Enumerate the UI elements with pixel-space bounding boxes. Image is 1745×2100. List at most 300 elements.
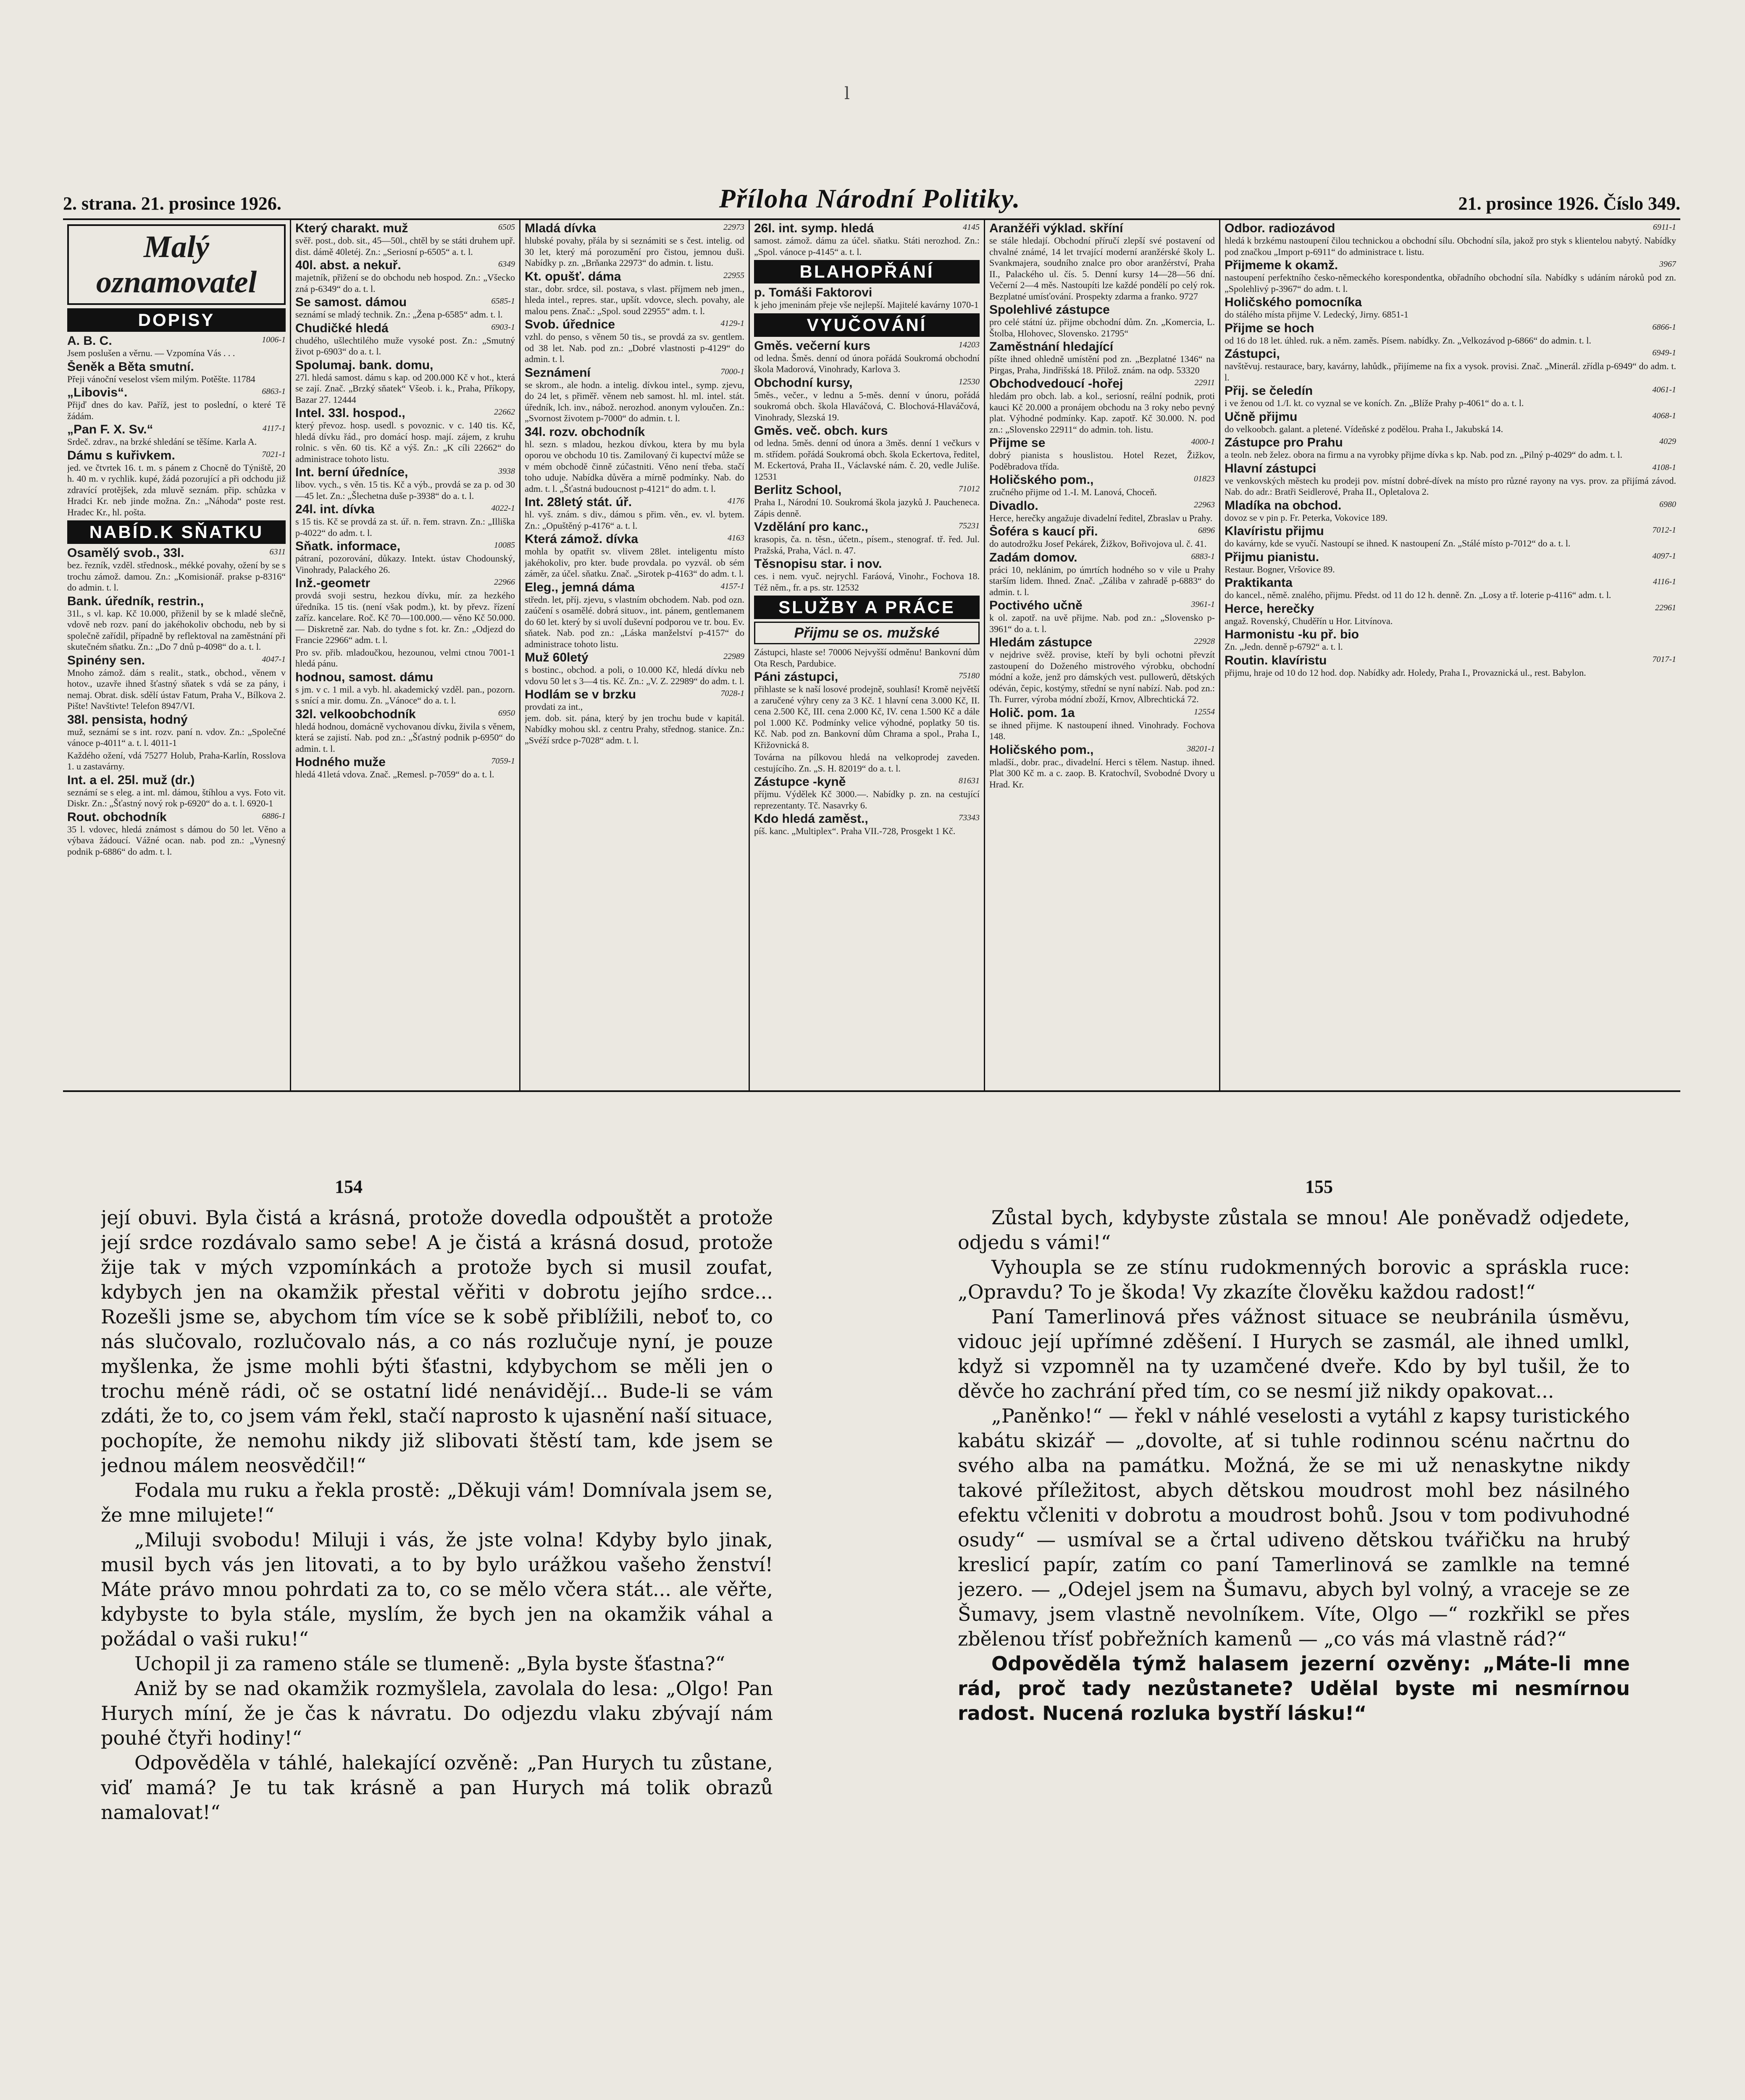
classified-ad: [989, 436, 1215, 472]
ad-code: 4061-1: [1652, 385, 1676, 394]
masthead: Malý oznamovatel: [67, 224, 286, 305]
ads-column-6: [1219, 220, 1680, 1090]
ad-text: Srdeč. zdrav., na brzké shledání se těšíme. Karla A.: [67, 436, 257, 447]
classified-ad: [989, 222, 1215, 302]
ad-heading: p. Tomáši Faktorovi: [754, 286, 872, 299]
ad-text: se ihned přijme. K nastoupení ihned. Vinohrady. Fochova 148.: [989, 719, 1215, 741]
classified-ad: [1225, 347, 1676, 383]
classified-ad: [67, 713, 286, 749]
ad-code: 6911-1: [1653, 223, 1676, 232]
header-issue: 21. prosince 1926. Číslo 349.: [1458, 193, 1680, 214]
classified-ad: [67, 334, 286, 359]
classified-ad: [525, 270, 744, 317]
ad-heading: Hodného muže: [295, 756, 386, 769]
ad-heading: Hledám zástupce: [989, 636, 1093, 649]
ad-text: samost. zámož. dámu za účel. sňatku. Státi nerozhod. Zn.: „Spol. vánoce p-4145“ a. t. l.: [754, 235, 980, 257]
ad-text: chudého, ušlechtilého muže vysoké post. Zn.: „Smutný život p-6903“ do a. t. l.: [295, 335, 515, 357]
classified-ad: [989, 499, 1215, 524]
page-number-left: 154: [335, 1176, 363, 1197]
ad-heading: Chudičké hledá: [295, 321, 389, 335]
story-paragraph: Odpověděla týmž halasem jezerní ozvěny: „Máte-li mne rád, proč tady nezůstanete? Udělal byste mi nesmírnou radost. Nucená rozluka bystří lásku!“: [958, 1652, 1630, 1725]
ad-heading: Routin. klavíristu: [1225, 654, 1327, 667]
ad-text: přijmu, hraje od 10 do 12 hod. dop. Nabídky adr. Holedy, Praha I., Provaznická ul., rest. Babylon.: [1225, 667, 1586, 678]
ad-heading: „Pan F. X. Sv.“: [67, 423, 153, 436]
ad-text: hlubské povahy, přála by si seznámiti se s čest. intelig. od 30 let, který má porozumění pro čistou, jemnou duši. Nabídky p. zn. „Brňanka 22973“ do admin. t. listu.: [525, 235, 744, 268]
ad-heading: Přijmeme k okamž.: [1225, 259, 1338, 272]
ad-text: hledá 41letá vdova. Znač. „Remesl. p-7059“ do a. t. l.: [295, 769, 494, 780]
ad-text: libov. vych., s věn. 15 tis. Kč a výb., provdá se za p. od 30—45 let. Zn.: „Šlechetna duše p-3938“ do a. t. l.: [295, 479, 515, 501]
ad-text: v nejdrive svěž. provise, kteří by byli ochotni převzít zastoupení do Doženého mistrového výrobku, obchodní módní a kože, jenž pro dámských vest. pullowerů, dětských odéván, čepic, kostýmy, střední se nyní nabízí. Nab. pod zn.: Th. Furrer, výroba módní zboží, Krnov, Albrechtická 72.: [989, 649, 1215, 704]
ad-text: přihlaste se k naší losové prodejně, souhlasí! Kromě největší a zaručené výhry ceny za 3 Kč. 1 hlavní cena 3.000 Kč, II. cena 2.500 Kč, III. cena 2.000 Kč, IV. cena 1.500 Kč a dále pol 1.000 Kč. Podmínky velice výhodné, poplatky 50 tis. Kč. Nab. pod zn. Bankovní dům Chrama a spol., Praha I., Křižovnická 8.: [754, 684, 980, 750]
classified-ad: [295, 322, 515, 357]
ad-code: 22961: [1655, 603, 1676, 612]
classified-ad: [989, 599, 1215, 635]
ad-heading: Odbor. radiozávod: [1225, 222, 1335, 235]
stray-mark: l: [844, 84, 850, 103]
ad-code: 4157-1: [720, 581, 744, 591]
classified-ad: [525, 366, 744, 424]
ad-code: 7059-1: [491, 756, 515, 766]
ad-text: seznámí se s eleg. a int. ml. dámou, štíhlou a vys. Foto vit. Diskr. Zn.: „Šťastný nový rok p-6920“ do a. t. l. 6920-1: [67, 787, 286, 808]
ad-code: 75180: [959, 671, 980, 680]
classified-ad: [1225, 296, 1676, 320]
ad-heading: Přijmu pianistu.: [1225, 550, 1319, 564]
classified-ad: [754, 483, 980, 519]
ad-heading: Šoféra s kaucí při.: [989, 525, 1098, 538]
ad-text: od ledna. Šměs. denní od února pořádá Soukromá obchodní škola Madorová, Vinohrady, Karlova 3.: [754, 352, 980, 374]
ad-code: 6896: [1198, 526, 1215, 535]
classified-ad: [754, 670, 980, 751]
ad-code: 22911: [1194, 378, 1215, 387]
ad-heading: Dámu s kuřivkem.: [67, 449, 175, 462]
ad-code: 4047-1: [262, 654, 286, 664]
classified-ad: [1225, 259, 1676, 294]
classified-ad: [295, 222, 515, 257]
header-date-left: 2. strana. 21. prosince 1926.: [63, 193, 281, 214]
classified-ad: [754, 376, 980, 423]
ad-text: Továrna na pílkovou hledá na velkoprodej zaveden. cestujícího. Zn. „S. H. 82019“ do a. t. l.: [754, 752, 980, 774]
ad-heading: Zaměstnání hledající: [989, 340, 1114, 354]
classified-ad: [525, 222, 744, 269]
section-subheading: Přijmu se os. mužské: [754, 622, 980, 644]
ad-code: 4176: [728, 496, 744, 506]
classified-ad: [295, 503, 515, 538]
ad-heading: Berlitz School,: [754, 483, 842, 497]
classified-ad: [989, 377, 1215, 435]
ad-text: píš. kanc. „Multiplex“. Praha VII.-728, Prosgekt 1 Kč.: [754, 826, 956, 836]
ad-text: hledám pro obch. lab. a kol., seriosní, reální podnik, proti kauci Kč 20.000 a pronájem obchodu na 3 roky nebo pevný plat. Výhodné podmínky. Kap. zapotř. Kč 30.000. N. pod zn.: „Slovensko 22911“ do admin. toh. listu.: [989, 391, 1215, 435]
ad-text: ve venkovských městech ku prodeji pov. místní dobré-dívek na místo pro různé rayony na vys. prov. za přijímá závod. Nab. do adr.: Bratři Seidlerové, Praha II., Opletalova 2.: [1225, 475, 1676, 497]
ad-code: 4129-1: [720, 319, 744, 328]
ad-heading: Svob. úřednice: [525, 318, 615, 331]
classified-ad: [1225, 436, 1676, 461]
ad-text: s 15 tis. Kč se provdá za st. úř. n. řem. stravn. Zn.: „Illiška p-4022“ do adm. t. l.: [295, 516, 515, 538]
ad-text: Jsem poslušen a věrnu. — Vzpomína Vás . . .: [67, 348, 235, 358]
classified-ad: [295, 540, 515, 575]
ad-code: 4068-1: [1652, 411, 1676, 420]
ad-heading: Holičského pom.,: [989, 743, 1094, 757]
ad-text: hl. vyš. znám. s div., dámou s přim. věn., ev. vl. bytem. Zn.: „Opuštěný p-4176“ a. t. l.: [525, 509, 744, 531]
classified-ads: [63, 218, 1680, 1092]
ad-code: 4029: [1659, 437, 1676, 446]
ad-text: Zástupci, hlaste se! 70006 Nejvyšší odměnu! Bankovní dům Ota Resch, Pardubice.: [754, 647, 980, 669]
ad-heading: Mladíka na obchod.: [1225, 499, 1342, 512]
classified-ad: [989, 473, 1215, 498]
ad-heading: Bank. úředník, restrin.,: [67, 594, 204, 608]
ad-heading: Gměs. več. obch. kurs: [754, 424, 888, 438]
classified-ad: [989, 525, 1215, 550]
ad-code: 7000-1: [720, 367, 744, 376]
classified-ad: [754, 812, 980, 837]
classified-ad: [295, 756, 515, 780]
ad-code: 22662: [494, 407, 515, 417]
ad-heading: Muž 60letý: [525, 651, 589, 664]
ad-heading: Přij. se čeledín: [1225, 384, 1313, 398]
ad-code: 6886-1: [262, 811, 286, 821]
ad-text: Herce, herečky angažuje divadelní ředitel, Zbraslav u Prahy.: [989, 512, 1213, 523]
classified-ad: [1225, 322, 1676, 346]
classified-ad: [67, 811, 286, 858]
ad-code: 3961-1: [1191, 600, 1215, 609]
ad-text: Pro sv. přib. mladoučkou, hezounou, velmi ctnou 7001-1 hledá pánu.: [295, 647, 515, 669]
section-heading: BLAHOPŘÁNÍ: [754, 260, 980, 284]
ad-heading: Harmonistu -ku př. bio: [1225, 628, 1359, 641]
ad-code: 12530: [959, 377, 980, 386]
ad-code: 4108-1: [1652, 462, 1676, 472]
story-column-left: [101, 1205, 773, 2100]
ad-text: star., dobr. srdce, sil. postava, s vlast. příjmem neb jmen., hleda intel., repres. star., upšít. vdovce, slech. povahy, ale malou pens. Znač.: „Spol. soud 22955“ adm. t. l.: [525, 283, 744, 316]
classified-ad: [1225, 525, 1676, 549]
ad-heading: 26l. int. symp. hledá: [754, 222, 874, 235]
ad-text: od ledna. 5měs. denní od února a 3měs. denní 1 večkurs v m. střídem. pořádá Soukromá obch. škola Eckertova, ředitel, M. Eckertová, Praha II., Václavské nám. č. 20, vedle Juliše. 12531: [754, 438, 980, 482]
ad-heading: Int. 28letý stát. úř.: [525, 496, 632, 509]
ad-heading: Zástupci,: [1225, 347, 1280, 361]
classified-ad: [989, 340, 1215, 376]
classified-ad: [525, 581, 744, 650]
ad-text: majetník, přižení se do obchodu neb hospod. Zn.: „Všecko zná p-6349“ do a. t. l.: [295, 272, 515, 294]
story-paragraph: Zůstal bych, kdybyste zůstala se mnou! Ale poněvadž odjedete, odjedu s vámi!“: [958, 1206, 1630, 1254]
ad-code: 12554: [1194, 707, 1215, 717]
ad-text: muž, seznámí se s int. rozv. paní n. vdov. Zn.: „Společné vánoce p-4011“ a. t. l. 4011-1: [67, 726, 286, 748]
ad-text: angaž. Rovenský, Chuděřín u Hor. Litvínova.: [1225, 615, 1393, 626]
classified-ad: [989, 551, 1215, 598]
ad-text: který převoz. hosp. usedl. s povoznic. v c. 140 tis. Kč, hledá dívku řád., pro domácí hosp. mají. zájem, z kruhu rolnic. s věn. 60 tis. Kč a výš. Zn.: „K cíli 22662“ do administrace tohoto listu.: [295, 420, 515, 464]
classified-ad: [295, 359, 515, 406]
ad-text: se stále hledají. Obchodní příručí zlepší své postavení od chvalné známé, 14 let trvající moderní aranžérské školy L. Svankmajera, soudního znalce pro obor aranžérství, Praha II., Palackého ul. čís. 5. Denní kursy 14—28—56 dní. Večerní 2—4 měs. Nastoupíti lze každé pondělí po celý rok. Bezplatné umísťování. Prospekty zdarma a franko. 9727: [989, 235, 1215, 302]
ad-text: ces. i nem. vyuč. nejrychl. Faráová, Vinohr., Fochova 18. Též něm., fr. a ps. str. 12532: [754, 571, 980, 593]
ad-code: 38201-1: [1187, 744, 1215, 753]
classified-ad: [67, 423, 286, 448]
ad-code: 6980: [1659, 499, 1676, 509]
ad-heading: Páni zástupci,: [754, 670, 838, 684]
ad-heading: Hlavní zástupci: [1225, 462, 1317, 475]
ad-text: provdá svoji sestru, hezkou dívku, mír. za hezkého úředníka. 15 tis. (není však podm.), kt. by převz. řízení zaříz. kancelare. Roč. Kč 70—100.000.— věno Kč 50.000.— Diskretně zar. Nab. do tydne s fot. kr. Zn.: „Odjezd do Francie 22966“ adm. t. l.: [295, 590, 515, 645]
ad-code: 73343: [959, 813, 980, 822]
classified-ad: [1225, 462, 1676, 498]
page-number-right: 155: [1305, 1176, 1333, 1197]
ad-heading: Seznámení: [525, 366, 591, 380]
classified-ad: [295, 671, 515, 706]
ad-code: 4117-1: [262, 424, 286, 433]
classified-ad: [754, 775, 980, 811]
ad-text: do kavárny, kde se vyučí. Nastoupí se ihned. K nastoupení Zn. „Stálé místo p-7012“ do a. t. l.: [1225, 538, 1571, 549]
story-column-right: [958, 1205, 1630, 2100]
ad-code: 22973: [723, 223, 744, 232]
story-paragraph: Paní Tamerlinová přes vážnost situace se neubránila úsměvu, vidouc její upřímné zděšení. I Hurych se zasmál, ale ihned umlkl, když si vzpomněl na ty uzamčené dveře. Kdo by byl tušil, že to děvče ho zachrání před tím, co se nesmí již nikdy opakovat...: [958, 1305, 1630, 1402]
ad-heading: Spolehlivé zástupce: [989, 303, 1110, 317]
ad-heading: Osamělý svob., 33l.: [67, 546, 184, 560]
ad-text: do autodrožku Josef Pekárek, Žižkov, Bořivojova ul. č. 41.: [989, 538, 1207, 549]
ad-code: 7028-1: [720, 689, 744, 698]
section-heading: VYUČOVÁNÍ: [754, 313, 980, 337]
ad-heading: Holičského pomocníka: [1225, 296, 1362, 309]
ad-heading: Divadlo.: [989, 499, 1038, 513]
ad-text: hl. sezn. s mladou, hezkou dívkou, ktera by mu byla oporou ve obchodu 10 tis. Zamilovaný či kupectví může se v mém obchodě činně zúčastniti. Věno není třeba. stačí toho uduje. Nabídka důvěra a mírně podmínky. Nab. do adm. t. l. „Šťastná budoucnost p-4121“ do adm. t. l.: [525, 438, 744, 494]
ad-heading: Kt. opušť. dáma: [525, 270, 621, 284]
classified-ad: [67, 546, 286, 593]
ad-text: Každého ožení, vdá 75277 Holub, Praha-Karlín, Rosslova 1. u zastavárny.: [67, 750, 286, 772]
ad-text: 27l. hledá samost. dámu s kap. od 200.000 Kč v hot., která se zají. Znač. „Brzký sňatek“ Všeob. i. k., Praha, Příkopy, Bazar 27. 12444: [295, 372, 515, 405]
classified-ad: [67, 360, 286, 385]
ad-text: mladší., dobr. prac., divadelní. Herci s tělem. Nastup. ihned. Plat 300 Kč m. a c. zaop. B. Kratochvíl, Svobodné Dvory u Hrad. Kr.: [989, 756, 1215, 790]
story-paragraph: Odpověděla v táhlé, halekající ozvěně: „Pan Hurych tu zůstane, viď mamá? Je tu tak krásně a pan Hurych má tolik obrazů namalovat!“: [101, 1751, 773, 1824]
ad-heading: A. B. C.: [67, 334, 112, 348]
ad-heading: Zástupce pro Prahu: [1225, 436, 1343, 449]
ad-code: 14203: [959, 340, 980, 349]
ad-text: dobrý pianista s houslistou. Hotel Rezet, Žižkov, Poděbradova třída.: [989, 450, 1215, 472]
classified-ad: [989, 743, 1215, 790]
ad-text: Mnoho zámož. dám s realit., statk., obchod., věnem v hotov., uzavře ihned šťastný sňatek s vdá se za pány, i nemaj. Obrat. disk. sdělí ústav Fatum, Praha V., Bílkova 2. Pište! Navštivte! Telefon 8947/VI.: [67, 667, 286, 711]
ad-heading: Se samost. dámou: [295, 296, 407, 309]
classified-ad: [67, 654, 286, 712]
ad-text: 5měs., večer., v lednu a 5-měs. denní v únoru, pořádá soukromá obch. škola Hlaváčová, C. Blochová-Hlaváčová, Vinohrady, Slezská 19.: [754, 389, 980, 423]
classified-ad: [525, 533, 744, 580]
classified-ad: [67, 774, 286, 809]
section-heading: SLUŽBY A PRÁCE: [754, 596, 980, 619]
ad-heading: Holičského pom.,: [989, 473, 1094, 487]
ad-code: 4000-1: [1191, 437, 1215, 446]
classified-ad: [525, 496, 744, 531]
ad-code: 4145: [963, 223, 980, 232]
ad-text: Přijď dnes do kav. Paříž, jest to poslední, o které Tě žádám.: [67, 399, 286, 421]
ad-heading: Která zámož. dívka: [525, 533, 639, 546]
ad-code: 6903-1: [491, 322, 515, 332]
classified-ad: [525, 688, 744, 746]
ads-column-2: [290, 220, 519, 1090]
classified-ad: [295, 259, 515, 294]
ad-heading: Praktikanta: [1225, 576, 1293, 590]
ad-code: 6585-1: [491, 297, 515, 306]
classified-ad: [754, 424, 980, 482]
ads-column-3: [519, 220, 749, 1090]
classified-ad: [754, 222, 980, 257]
ad-text: zručného přijme od 1.-I. M. Lanová, Choceň.: [989, 487, 1157, 497]
ad-heading: Hodlám se v brzku: [525, 688, 636, 701]
classified-ad: [525, 425, 744, 495]
ad-heading: Eleg., jemná dáma: [525, 580, 635, 594]
section-heading: DOPISY: [67, 308, 286, 332]
ad-code: 6349: [498, 260, 515, 269]
ad-code: 3967: [1659, 260, 1676, 269]
ad-heading: Int. berní úředníce,: [295, 466, 408, 479]
ad-code: 6866-1: [1652, 322, 1676, 332]
ad-code: 22928: [1194, 637, 1215, 646]
ad-heading: Aranžéři výklad. skříní: [989, 222, 1123, 235]
ad-heading: Mladá dívka: [525, 222, 597, 235]
ad-text: práci 10, neklánim, po úmrtích hodného so v vile u Prahy starším lidem. Ihned. Znač. „Záliba v zahradě p-6883“ do admin. t. l.: [989, 564, 1215, 597]
ad-code: 22955: [723, 270, 744, 280]
story-paragraph: Fodala mu ruku a řekla prostě: „Děkuji vám! Domnívala jsem se, že mne milujete!“: [101, 1479, 773, 1526]
ad-text: do stálého místa přijme V. Ledecký, Jirny. 6851-1: [1225, 309, 1409, 320]
ad-heading: Přijme se: [989, 436, 1046, 450]
classified-ad: [295, 407, 515, 465]
ad-heading: Těsnopisu star. i nov.: [754, 557, 882, 571]
ad-heading: „Libovis“.: [67, 386, 128, 399]
ad-text: píšte ihned ohledně umístění pod zn. „Bezplatné 1346“ na Pirgas, Praha, Jindřišská 18. Přilož. znám. na odp. 53320: [989, 354, 1215, 375]
ad-code: 6863-1: [262, 387, 286, 396]
ad-text: k jeho jmeninám přeje vše nejlepší. Majitelé kavárny 1070-1: [754, 299, 979, 310]
ad-heading: 24l. int. dívka: [295, 503, 375, 516]
ad-heading: Inž.-geometr: [295, 577, 371, 590]
story-paragraph: Aniž by se nad okamžik rozmyšlela, zavolala do lesa: „Olgo! Pan Hurych míní, že je čas k návratu. Do odjezdu vlaku zbývají nám pouhé čtyři hodiny!“: [101, 1677, 773, 1749]
ad-heading: hodnou, samost. dámu: [295, 670, 434, 684]
ad-text: do kancel., němě. znalého, přijmu. Předst. od 11 do 12 h. denně. Zn. „Losy a tř. loterie p-4116“ adm. t. l.: [1225, 590, 1611, 600]
ad-heading: Který charakt. muž: [295, 222, 408, 235]
ad-code: 1006-1: [262, 335, 286, 344]
ad-code: 6505: [498, 223, 515, 232]
story-paragraph: „Miluji svobodu! Miluji i vás, že jste volna! Kdyby bylo jinak, musil bych vás jen litovati, a to by bylo urážkou vašeho ženství! Máte právo mnou pohrdati za to, co se mělo včera stát... ale věřte, kdybyste to byla stále, myslím, že bych jen na okamžik váhal a požádal o vaši ruku!“: [101, 1528, 773, 1650]
ad-text: k ol. zapotř. na uvě přijme. Nab. pod zn.: „Slovensko p-3961“ do a. t. l.: [989, 612, 1215, 634]
classified-ad: [1225, 654, 1676, 679]
classified-ad: [295, 647, 515, 669]
classified-ad: [525, 318, 744, 365]
classified-ad: [67, 449, 286, 518]
ad-text: s bostinc., obchod. a poli, o 10.000 Kč, hledá dívku neb vdovu 50 let s 3—4 tis. Kč. Zn.: „V. Z. 22989“ do adm. t. l.: [525, 664, 744, 686]
ad-code: 22966: [494, 578, 515, 587]
ad-code: 6949-1: [1652, 348, 1676, 357]
story-paragraph: Vyhoupla se ze stínu rudokmenných borovic a spráskla ruce: „Opravdu? To je škoda! Vy zkazíte člověku každou radost!“: [958, 1256, 1630, 1303]
ad-text: jed. ve čtvrtek 16. t. m. s pánem z Chocně do Týniště, 20 h. 40 m. v rychlik. kupé, žádá pozorující a při odchodu již zdravící protějšek, zda mluvě seznám. přip. schůzka v Hradci Kr. neb jinde možna. Zn.: „Náhoda“ poste rest. Hradec Kr., hl. pošta.: [67, 462, 286, 517]
ad-text: navštěvuj. restaurace, bary, kavárny, lahůdk., přijímeme na fix a vysok. provisi. Znač. „Minerál. zřídla p-6949“ do adm. t. l.: [1225, 361, 1676, 383]
ad-text: hledá k brzkému nastoupení čilou technickou a obchodní sílu. Obchodní síla, jakož pro styk s klientelou nabytý. Nabídky pod značkou „Import p-6911“ do administrace t. listu.: [1225, 235, 1676, 257]
classified-ad: [754, 752, 980, 774]
classified-ad: [295, 708, 515, 755]
ad-text: 35 l. vdovec, hledá známost s dámou do 50 let. Věno a výbava žádoucí. Vážné ocan. nab. pod zn.: „Vynesný podnik p-6886“ do adm. t. l.: [67, 824, 286, 857]
ad-heading: Kdo hledá zaměst.,: [754, 812, 868, 826]
story-paragraph: „Paněnko!“ — řekl v náhlé veselosti a vytáhl z kapsy turistického kabátu skizář — „dovolte, ať si tuhle rodinnou scénu načrtnu do svého alba na památku. Možná, že se mi už nenaskytne nikdy takové příležitost, abych dětskou moudrost mohl bez násilného efektu včleniti v dobrotu a moudrost bohů. Jsou v tom podivuhodné osudy“ — usmíval se a črtal udiveno dětskou tvářičku na hrubý kreslicí papír, zatím co paní Tamerlinová se zamlkle na temné jezero. — „Odejel jsem na Šumavu, abych byl volný, a vraceje se ze Šumavy, jsem vlastně nevolníkem. Víte, Olgo —“ rozkřikl se přes zbělenou třísť pobřežních kamenů — „co vás má vlastně rád?“: [958, 1404, 1630, 1650]
ad-code: 71012: [959, 484, 980, 494]
ad-text: i ve ženou od 1./I. kt. co vyznal se ve koních. Zn. „Blíže Prahy p-4061“ do a. t. l.: [1225, 398, 1524, 408]
ad-heading: Spinény sen.: [67, 654, 145, 667]
header-title: Příloha Národní Politiky.: [719, 184, 1021, 213]
ad-code: 4097-1: [1652, 551, 1676, 561]
ad-text: a teoln. neb želez. obora na firmu a na vyrobky přijme dívka s kp. Nab. pod zn. „Pilný p-4029“ do adm. t. l.: [1225, 449, 1622, 460]
ad-heading: Holič. pom. 1a: [989, 706, 1075, 720]
ad-text: Praha I., Národní 10. Soukromá škola jazyků J. Paucheneca. Zápis denně.: [754, 497, 980, 519]
ad-code: 6950: [498, 708, 515, 718]
ad-code: 6883-1: [1191, 551, 1215, 561]
classified-ad: [1225, 222, 1676, 257]
ad-code: 75231: [959, 521, 980, 530]
ad-text: vzhl. do penso, s věnem 50 tis., se provdá za sv. gentlem. od 38 let. Nab. pod zn.: „Dobré vlastnosti p-4129“ do admin. t. l.: [525, 331, 744, 364]
classified-ad: [1225, 384, 1676, 409]
ad-code: 4163: [728, 533, 744, 543]
section-heading: NABÍD.K SŇATKU: [67, 520, 286, 544]
ad-code: 81631: [959, 776, 980, 785]
classified-ad: [989, 636, 1215, 705]
classified-ad: [754, 339, 980, 375]
ad-text: jem. dob. sit. pána, který by jen trochu bude v kapitál. Nabídky mohou skl. z centru Prahy, střednog. stanice. Zn.: „Svéží srdce p-7028“ adm. t. l.: [525, 712, 744, 746]
ad-code: 22963: [1194, 500, 1215, 509]
ad-heading: Poctivého učně: [989, 599, 1083, 612]
ad-text: Restaur. Bogner, Vršovice 89.: [1225, 564, 1335, 575]
classified-ad: [1225, 499, 1676, 524]
ad-text: bez. řezník, vzděl. střednosk., mékké povahy, ožení by se s trochu zámož. damou. Zn.: „Komisionář. prakse p-8316“ do admin. t. l.: [67, 560, 286, 593]
ad-code: 22989: [723, 652, 744, 661]
ad-code: 7021-1: [262, 449, 286, 459]
ad-text: s jm. v c. 1 mil. a vyb. hl. akademický vzděl. pan., pozorn. s snící a mir. domu. Zn. „Vánoce“ do a. t. l.: [295, 684, 515, 706]
ad-code: 4022-1: [491, 504, 515, 513]
classified-ad: [754, 286, 980, 311]
ad-text: se skrom., ale hodn. a intelig. dívkou intel., symp. zjevu, do 24 let, s přiměř. věnem neb samost. hl. ml. intel. stát. úředník, lch. inv., nábož. nerozhod. anonym vyloučen. Zn.: „Svornost životem p-7000“ do admin. t. l.: [525, 379, 744, 423]
ad-heading: Obchodvedoucí -hořej: [989, 377, 1123, 391]
classified-ad: [1225, 602, 1676, 627]
ad-heading: Gměs. večerní kurs: [754, 339, 870, 353]
ad-code: 7017-1: [1652, 654, 1676, 664]
classified-ad: [525, 651, 744, 687]
ad-text: krasopis, ča. n. těsn., účetn., písem., stenograf. tř. řed. Jul. Pražská, Praha, Václ. n. 47.: [754, 534, 980, 556]
ad-heading: Učně přijmu: [1225, 410, 1298, 424]
ad-heading: Klavíristu přijmu: [1225, 525, 1324, 538]
ad-text: do velkoobch. galant. a pletené. Vídeňské z podělou. Praha I., Jakubská 14.: [1225, 423, 1503, 434]
ad-heading: Obchodní kursy,: [754, 376, 853, 390]
ad-text: dovoz se v pin p. Fr. Peterka, Vokovice 189.: [1225, 512, 1388, 523]
ad-heading: Spolumaj. bank. domu,: [295, 358, 434, 372]
ad-code: 01823: [1194, 474, 1215, 483]
ad-heading: Rout. obchodník: [67, 810, 167, 824]
ad-text: od 16 do 18 let. úhled. ruk. a něm. zaměs. Písem. nabídky. Zn. „Velkozávod p-6866“ do admin. t. l.: [1225, 335, 1591, 346]
ads-column-5: [984, 220, 1219, 1090]
classified-ad: [989, 303, 1215, 339]
ad-heading: 32l. velkoobchodník: [295, 707, 416, 721]
classified-ad: [1225, 576, 1676, 601]
ad-heading: Šeněk a Běta smutní.: [67, 360, 194, 374]
ad-code: 10085: [494, 541, 515, 550]
classified-ad: [754, 647, 980, 669]
page-header: [63, 185, 1680, 214]
ad-heading: Zadám domov.: [989, 551, 1077, 564]
classified-ad: [1225, 628, 1676, 653]
ad-text: mohla by opatřit sv. vlivem 28let. inteligentu místo jakéhokoliv, pro kter. bude provdala. po vyzvál. ob sém záměr, za účel. sňatku. Znač. „Sirotek p-4163“ do adm. t. l.: [525, 546, 744, 579]
ad-text: 31l., s vl. kap. Kč 10.000, přiženil by se k mladé slečně, vdově neb rozv. paní do jakéhokoliv obchodu, neb by si společně zařídil, případně by reflektoval na zaměstnání při skutečném sňatku. Zn.: „Do 7 dnů p-4098“ do a. t. l.: [67, 608, 286, 652]
ad-text: Přeji vánoční veselost všem milým. Potěšte. 11784: [67, 373, 255, 384]
ad-code: 7012-1: [1652, 525, 1676, 535]
ads-column-4: [749, 220, 984, 1090]
classified-ad: [67, 386, 286, 422]
ad-text: středn. let, příj. zjevu, s vlastním obchodem. Nab. pod ozn. zaúčení s osamělé. dobrá situov., int. pánem, gentlemanem do 60 let. který by si uvolí duševní podporou ve tr. bou. Ev. sňatek. Nab. pod zn.: „Láska manželství p-4157“ do administrace tohoto listu.: [525, 594, 744, 649]
classified-ad: [1225, 410, 1676, 435]
ad-heading: Vzdělání pro kanc.,: [754, 520, 868, 534]
ad-heading: Sňatk. informace,: [295, 540, 401, 553]
ad-heading: Int. a el. 25l. muž (dr.): [67, 773, 195, 787]
classified-ad: [295, 296, 515, 320]
ad-heading: 34l. rozv. obchodník: [525, 425, 645, 439]
ad-heading: Přijme se hoch: [1225, 321, 1314, 335]
ads-column-1: [63, 220, 290, 1090]
classified-ad: [754, 557, 980, 593]
classified-ad: [67, 595, 286, 653]
ad-heading: Herce, herečky: [1225, 602, 1314, 616]
